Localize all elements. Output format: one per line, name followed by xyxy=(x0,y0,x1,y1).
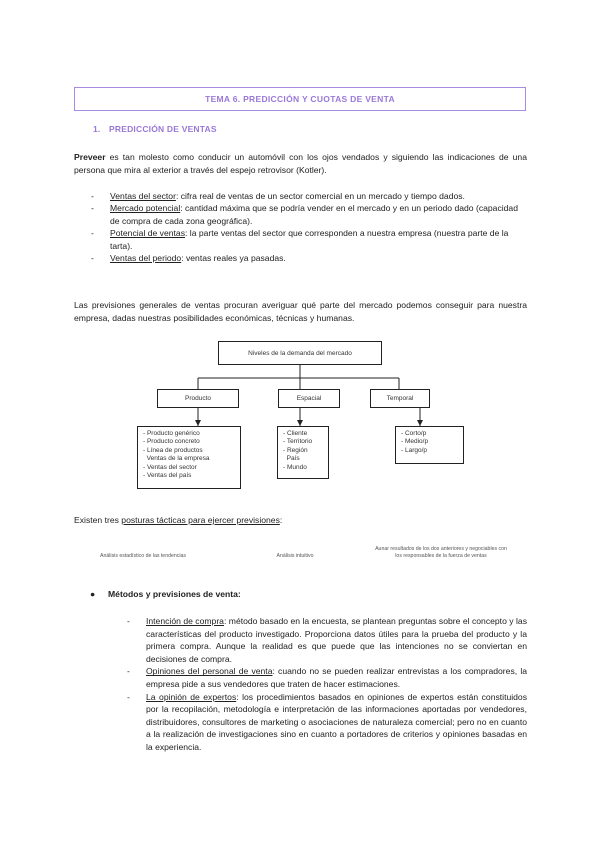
definition-text: : la parte ventas del sector que corresponden a nuestra empresa (nuestra parte de la tarta). xyxy=(110,228,509,251)
definition-term: Mercado potencial xyxy=(110,203,181,214)
diagram-list-item: - Ventas del sector xyxy=(143,463,197,471)
method-text: : cuando no se pueden realizar entrevistas a los compradores, la empresa pide a sus vendedores que traten de hacer estimaciones. xyxy=(146,666,528,689)
intro-paragraph xyxy=(74,151,527,176)
diagram-list-item: País xyxy=(283,455,300,463)
tactics-intro xyxy=(74,514,527,527)
diagram-list-temporal xyxy=(395,426,464,464)
section-title: PREDICCIÓN DE VENTAS xyxy=(109,124,217,134)
methods-heading xyxy=(90,589,241,599)
dash-marker: - xyxy=(91,228,94,239)
diagram-list-item: - Producto concreto xyxy=(143,438,200,446)
tactics-intro-suffix: : xyxy=(279,515,283,525)
tactics-intro-underlined: posturas tácticas para ejercer previsiones xyxy=(121,515,280,525)
methods-list xyxy=(127,615,527,754)
diagram-list-item: - Ventas del país xyxy=(143,472,192,480)
diagram-list-item: Ventas de la empresa xyxy=(143,455,210,463)
diagram-list-producto xyxy=(137,426,241,489)
list-item xyxy=(91,227,527,252)
definition-term: Potencial de ventas xyxy=(110,228,186,239)
dash-marker: - xyxy=(91,253,94,264)
tactic-item: Aunar resultados de los dos anteriores y negociables con los responsables de la fuerza de ventas xyxy=(375,546,507,559)
section-heading xyxy=(93,124,217,134)
dash-marker: - xyxy=(127,691,130,702)
diagram-list-item: - Cliente xyxy=(283,430,308,437)
section-number: 1. xyxy=(93,124,101,134)
diagram-list-item: - Corto/p xyxy=(401,430,427,437)
diagram-list-item: - Medio/p xyxy=(401,438,429,446)
diagram-list-item: - Largo/p xyxy=(401,446,428,454)
intro-bold-word: Preveer xyxy=(74,152,106,162)
diagram-list-espacial xyxy=(277,426,329,479)
tactics-intro-prefix: Existen tres xyxy=(74,515,122,525)
definition-text: : ventas reales ya pasadas. xyxy=(181,253,286,264)
diagram-branch-producto: Producto xyxy=(157,389,239,408)
diagram-branch-espacial: Espacial xyxy=(278,389,340,408)
diagram-list-item: - Producto genérico xyxy=(143,430,200,437)
method-term: Opiniones del personal de venta xyxy=(146,666,273,677)
definitions-list xyxy=(91,190,527,264)
dash-marker: - xyxy=(127,616,130,626)
dash-marker: - xyxy=(91,191,94,201)
diagram-list-item: - Línea de productos xyxy=(143,446,203,454)
dash-marker: - xyxy=(91,203,94,214)
list-item xyxy=(127,691,527,754)
intro-text: es tan molesto como conducir un automóvil con los ojos vendados y siguiendo las indicaciones de una persona que mira al exterior a través del espejo retrovisor (Kotler). xyxy=(74,152,527,175)
diagram-list-item: - Territorio xyxy=(283,438,313,446)
method-term: La opinión de expertos xyxy=(146,691,237,702)
definition-text: : cifra real de ventas de un sector comercial en un mercado y tiempo dados. xyxy=(175,191,465,201)
diagram-list-item: - Región xyxy=(283,446,308,454)
diagram-list-item: - Mundo xyxy=(283,463,307,471)
list-item xyxy=(91,190,527,202)
list-item xyxy=(91,202,527,227)
tactic-item: Análisis intuitivo xyxy=(276,553,314,559)
diagram-branch-temporal: Temporal xyxy=(370,389,430,408)
definition-term: Ventas del sector xyxy=(110,191,176,201)
dash-marker: - xyxy=(127,666,130,677)
page-title: TEMA 6. PREDICCIÓN Y CUOTAS DE VENTA xyxy=(74,87,526,111)
diagram-root-box: Niveles de la demanda del mercado xyxy=(218,341,382,365)
methods-heading-text: Métodos y previsiones de venta: xyxy=(108,589,241,599)
tactic-item: Análisis estadístico de las tendencias xyxy=(100,553,186,559)
method-text: : método basado en la encuesta, se plantean preguntas sobre el concepto y las características del producto investigado. Proporciona datos útiles para la prueba del producto y la primera compra. Aunque la realidad es que puede que las intenciones no se conviertan en decisiones de compra. xyxy=(146,616,527,664)
method-text: : los procedimientos basados en opiniones de expertos están constituidos por la recopilación, metodología e interpretación de las informaciones aportadas por vendedores, distribuidores, consultores de marketing o asociaciones de naturaleza comercial; pero no en cuanto a la realización de investigaciones sino en cuanto a portadores de criterios y opiniones basadas en la experiencia. xyxy=(146,691,527,752)
forecast-paragraph: Las previsiones generales de ventas procuran averiguar qué parte del mercado podemos conseguir para nuestra empresa, dadas nuestras posibilidades económicas, técnicas y humanas. xyxy=(74,300,527,323)
definition-term: Ventas del periodo xyxy=(110,253,182,264)
definition-text: : cantidad máxima que se podría vender en el mercado y en un periodo dado (capacidad de compra de cada zona geográfica). xyxy=(110,203,518,226)
list-item xyxy=(127,665,527,690)
list-item xyxy=(127,615,527,665)
list-item xyxy=(91,252,527,264)
method-term: Intención de compra xyxy=(146,616,224,626)
bullet-icon: ● xyxy=(90,589,96,599)
